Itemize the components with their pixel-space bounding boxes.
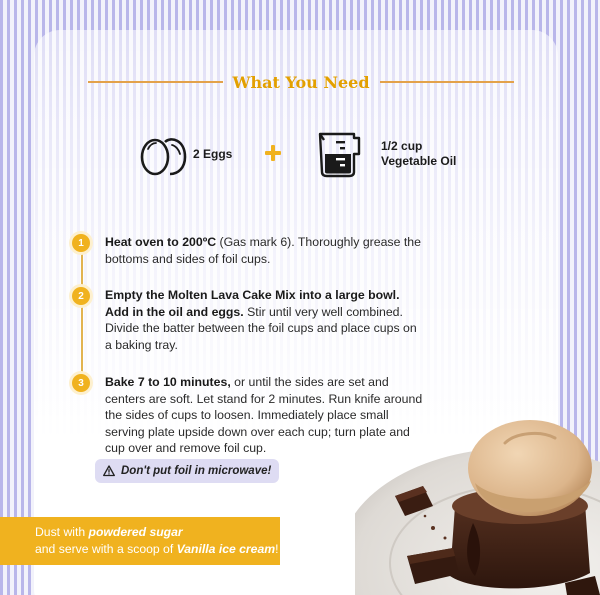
heading-line-left [88, 81, 223, 83]
step-number-badge: 1 [72, 234, 90, 252]
step-body-text: Stir until very well combined. Divide the batter between the foil cups and place cups on a baking tray. [105, 304, 417, 352]
oil-amount: 1/2 cup [381, 139, 423, 153]
oil-label [381, 139, 456, 169]
warning-text: Don't put foil in microwave! [121, 465, 272, 477]
step-bold-text: Bake 7 to 10 minutes, [105, 375, 231, 389]
step-body-text: (Gas mark 6). Thoroughly grease the bottoms and sides of foil cups. [105, 235, 421, 266]
lava-cake-photo [355, 388, 600, 595]
serving-tip-banner [0, 517, 280, 565]
eggs-label: 2 Eggs [193, 147, 233, 161]
plus-icon [264, 144, 282, 162]
eggs-icon [138, 132, 188, 176]
step-bold-text: Heat oven to 200ºC [105, 235, 217, 249]
warning-badge [95, 459, 279, 483]
banner-text: Dust with [35, 525, 89, 539]
oil-name: Vegetable Oil [381, 154, 457, 168]
step-text [105, 234, 425, 267]
step-bold-text: Empty the Molten Lava Cake Mix into a large bowl. Add in the oil and eggs. [105, 288, 400, 319]
section-heading: What You Need [232, 72, 370, 92]
banner-text: and serve with a scoop of [35, 542, 177, 556]
step-body-text: or until the sides are set and centers are soft. Let stand for 2 minutes. Run knife around the sides of cups to loosen. Immediately place small serving plate upside down over each cup; turn plate and cup over and remove foil cup. [105, 375, 423, 455]
banner-line-1 [35, 524, 280, 541]
steps-connector-line [81, 242, 83, 384]
banner-line-2 [35, 541, 280, 558]
banner-highlight-icecream: Vanilla ice cream [176, 542, 276, 556]
warning-icon [103, 465, 115, 477]
heading-row [88, 70, 514, 94]
ingredients-row [138, 128, 478, 184]
step-number-badge: 3 [72, 374, 90, 392]
measuring-cup-icon [316, 128, 362, 178]
banner-highlight-sugar: powdered sugar [88, 525, 183, 539]
banner-text-end: ! [275, 542, 279, 556]
step-text [105, 287, 425, 353]
step-number-badge: 2 [72, 287, 90, 305]
heading-line-right [380, 81, 515, 83]
